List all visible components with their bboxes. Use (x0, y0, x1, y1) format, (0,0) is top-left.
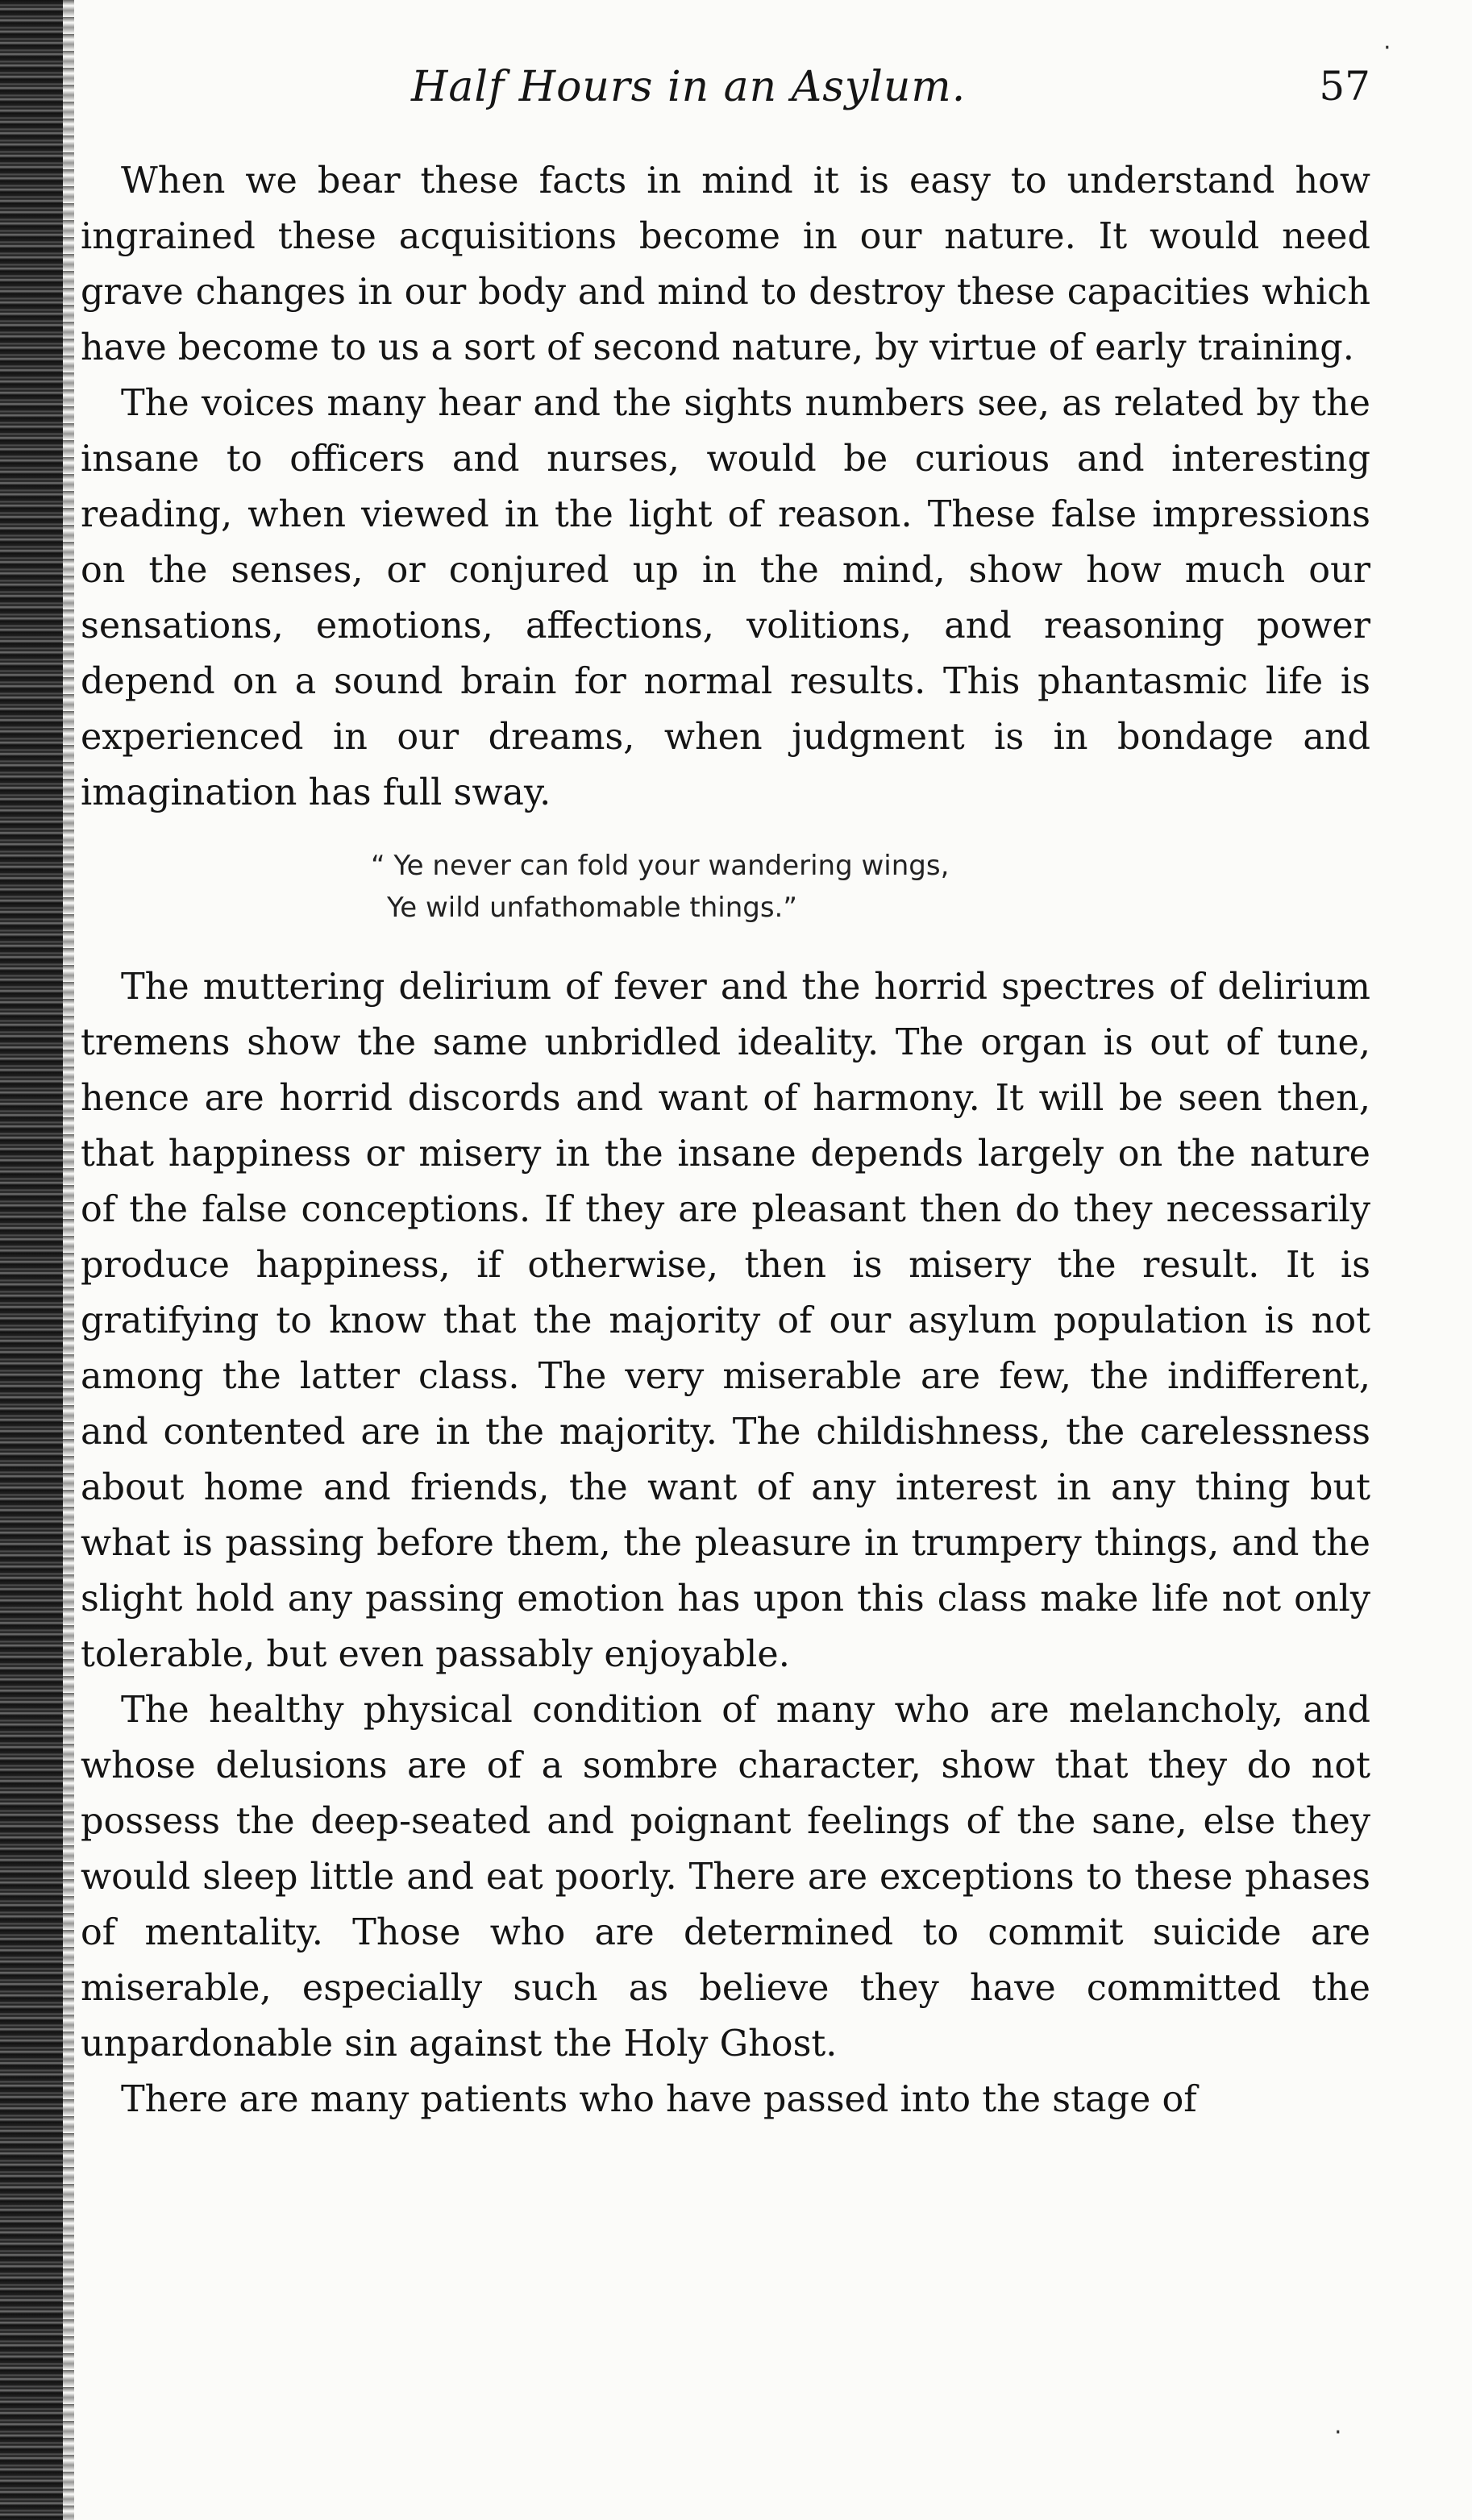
page-number: 57 (1319, 63, 1370, 110)
paragraph: The voices many hear and the sights numbers see, as related by the insane to officers and nurses, would be curious and interesting reading, when viewed in the light of reason. These false impressions on the senses, or conjured up in the mind, show how much our sensations, emotions, affections, volitions, and reasoning power depend on a sound brain for normal results. This phantasmic life is experienced in our dreams, when judgment is in bondage and imagination has full sway. (81, 383, 1370, 813)
running-title: Half Hours in an Asylum. (411, 63, 967, 111)
verse-line: Ye wild unfathomable things.” (387, 892, 797, 924)
binding-gutter (0, 0, 63, 2520)
verse-line: “ Ye never can fold your wandering wings, (371, 850, 950, 882)
print-speck: · (1383, 34, 1391, 62)
page-header (81, 63, 1370, 127)
paragraph: The muttering delirium of fever and the horrid spectres of delirium tremens show the same unbridled ideality. The organ is out of tune, hence are horrid discords and want of harmony. It will be seen then, that happiness or misery in the insane depends largely on the nature of the false conceptions. If they are pleasant then do they necessarily produce happiness, if otherwise, then is misery the result. It is gratifying to know that the majority of our asylum population is not among the latter class. The very miserable are few, the indifferent, and contented are in the majority. The childishness, the carelessness about home and friends, the want of any interest in any thing but what is passing before them, the pleasure in trumpery things, and the slight hold any passing emotion has upon this class make life not only tolerable, but even passably enjoyable. (81, 967, 1370, 1675)
print-speck: · (1334, 2418, 1342, 2447)
page-body (81, 153, 1370, 2127)
verse-quote (371, 845, 1370, 929)
paragraph: When we bear these facts in mind it is easy to understand how ingrained these acquisitions become in our nature. It would need grave changes in our body and mind to destroy these capacities which have become to us a sort of second nature, by virtue of early training. (81, 160, 1370, 368)
binding-shadow (63, 0, 74, 2520)
paragraph: There are many patients who have passed into the stage of (121, 2079, 1197, 2120)
paragraph: The healthy physical condition of many who are melancholy, and whose delusions are of a sombre character, show that they do not possess the deep-seated and poignant feelings of the sane, else they would sleep little and eat poorly. There are exceptions to these phases of mentality. Those who are determined to commit suicide are miserable, especially such as believe they have committed the unpardonable sin against the Holy Ghost. (81, 1690, 1370, 2065)
